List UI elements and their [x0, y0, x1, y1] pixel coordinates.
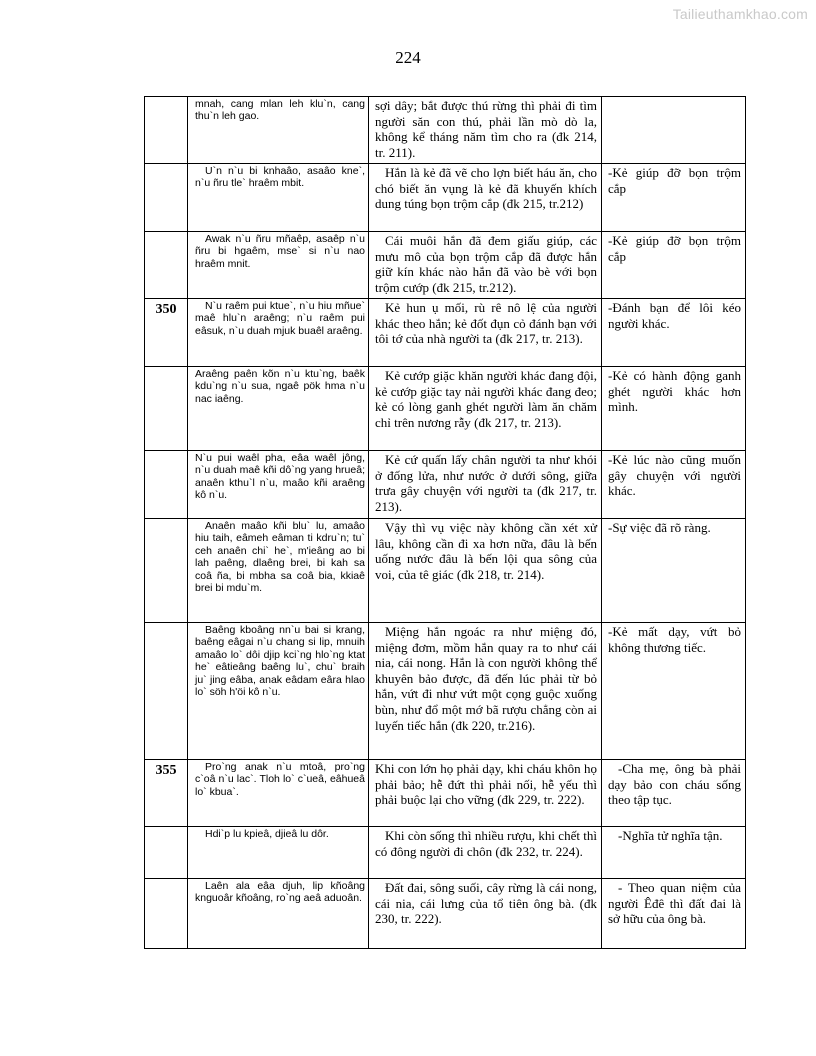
note-cell: -Kẻ giúp đỡ bọn trộm cắp [602, 232, 746, 299]
row-number-cell [145, 232, 188, 299]
ede-text-cell [188, 519, 369, 623]
ede-text-cell [188, 879, 369, 949]
vietnamese-text: Đất đai, sông suối, cây rừng là cái nong, cái nia, cái lưng của tổ tiên ông bà. (đk 230, tr. 222). [375, 880, 597, 927]
ede-text-cell: Araêng paên kõn n`u ktu`ng, baêk kdu`ng n`u sua, ngaê pök hma n`u nac iaêng. [188, 367, 369, 451]
note-cell: -Đánh bạn để lôi kéo người khác. [602, 299, 746, 367]
table-row [145, 827, 746, 879]
table-row [145, 879, 746, 949]
note-cell [602, 879, 746, 949]
page-number: 224 [395, 48, 421, 67]
vietnamese-text: Kẻ cướp giặc khăn người khác đang đội, kẻ cướp giặc tay nải người khác đang đeo; kẻ có lòng ganh ghét người làm ăn chăm chỉ trên nương rẫy (đk 217, tr. 213). [375, 368, 597, 430]
proverb-table [144, 96, 746, 949]
row-number-cell [145, 97, 188, 164]
ede-text: U`n n`u bi knhaâo, asaâo kne`, n`u ñru tle` hraêm mbit. [195, 165, 365, 190]
note-text: - Theo quan niệm của người Êđê thì đất đai là sở hữu của ông bà. [608, 880, 741, 927]
watermark: Tailieuthamkhao.com [672, 6, 808, 22]
ede-text: Anaên maâo kñi blu` lu, amaâo hiu taih, eâmeh eâman ti kdru`n; tu` ceh anaên chi` he`, m'ieâng ao bi lah paêng, dlaêng brei, bi kah sa coâ ña, bi mbha sa coâ bia, kkiaê brei bi mdu`m. [195, 520, 365, 595]
ede-text-cell: mnah, cang mlan leh klu`n, cang thu`n leh gao. [188, 97, 369, 164]
vietnamese-text-cell [369, 879, 602, 949]
vietnamese-text: Khi còn sống thì nhiều rượu, khi chết thì có đông người đi chôn (đk 232, tr. 224). [375, 828, 597, 859]
table-row [145, 164, 746, 232]
vietnamese-text: Hắn là kẻ đã vẽ cho lợn biết háu ăn, cho chó biết ăn vụng là kẻ đã khuyến khích dung túng bọn trộm cắp (đk 215, tr.212) [375, 165, 597, 212]
note-text: -Cha mẹ, ông bà phải dạy bảo con cháu sống theo tập tục. [608, 761, 741, 808]
note-cell [602, 760, 746, 827]
row-number-cell [145, 367, 188, 451]
row-number-cell [145, 879, 188, 949]
vietnamese-text-cell [369, 367, 602, 451]
note-cell: -Kẻ giúp đỡ bọn trộm cắp [602, 164, 746, 232]
note-text: -Nghĩa tử nghĩa tận. [618, 828, 723, 843]
table-row [145, 232, 746, 299]
vietnamese-text-cell [369, 451, 602, 519]
vietnamese-text-cell: sợi dây; bắt được thú rừng thì phải đi tìm người săn con thú, phải lần mò dò la, không kể tháng năm tìm cho ra (đk 214, tr. 211). [369, 97, 602, 164]
table-row [145, 97, 746, 164]
ede-text-cell [188, 760, 369, 827]
vietnamese-text-cell: Khi con lớn họ phải dạy, khi cháu khôn họ phải bảo; hễ đứt thì phải nối, hễ yếu thì phải buộc lại cho vững (đk 229, tr. 222). [369, 760, 602, 827]
ede-text-cell [188, 232, 369, 299]
vietnamese-text-cell [369, 299, 602, 367]
row-number-cell [145, 164, 188, 232]
ede-text: N`u raêm pui ktue`, n`u hiu mñue` maê hlu`n araêng; n`u raêm pui eâsuk, n`u duah mjuk buaêl araêng. [195, 300, 365, 337]
table-row [145, 519, 746, 623]
table-row [145, 367, 746, 451]
ede-text-cell [188, 164, 369, 232]
row-number-cell: 350 [145, 299, 188, 367]
note-cell: -Kẻ lúc nào cũng muốn gây chuyện với người khác. [602, 451, 746, 519]
table-row [145, 623, 746, 760]
note-cell: -Kẻ có hành động ganh ghét người khác hơn mình. [602, 367, 746, 451]
ede-text-cell [188, 623, 369, 760]
vietnamese-text-cell [369, 623, 602, 760]
ede-text: Hdi`p lu kpieâ, djieâ lu dôr. [205, 828, 329, 840]
ede-text: Laên ala eâa djuh, lip kñoâng knguoâr kñoâng, ro`ng aeâ aduoân. [195, 880, 365, 905]
row-number-cell [145, 519, 188, 623]
ede-text-cell [188, 827, 369, 879]
vietnamese-text: Kẻ hun ụ mối, rù rê nô lệ của người khác theo hắn; kẻ đốt đụn cỏ đánh bạn với tôi tớ của nhà người ta (đk 217, tr. 213). [375, 300, 597, 347]
vietnamese-text-cell [369, 827, 602, 879]
ede-text-cell [188, 299, 369, 367]
row-number-cell [145, 451, 188, 519]
table-row [145, 760, 746, 827]
vietnamese-text: Vậy thì vụ việc này không cần xét xử lâu, không cần đi xa hơn nữa, đâu là bến uống nước đâu là bến lội qua sông của voi, của tê giác (đk 218, tr. 214). [375, 520, 597, 582]
vietnamese-text-cell [369, 519, 602, 623]
row-number-cell: 355 [145, 760, 188, 827]
vietnamese-text: Kẻ cứ quấn lấy chân người ta như khói ở đống lửa, như nước ở dưới sông, giữa trưa gây chuyện với người ta (đk 217, tr. 213). [375, 452, 597, 514]
vietnamese-text: Miệng hắn ngoác ra như miệng đó, miệng đơm, mồm hắn quay ra to như cái nia, cái nong. Hắn là con người không thể khuyên bảo được, đã đến lúc phải từ bỏ hắn, vứt đi như vứt một cọng guộc xuống bùn, như đổ một mớ bã rượu chẳng còn ai luyến tiếc hắn (đk 220, tr.216). [375, 624, 597, 733]
note-cell: -Kẻ mất dạy, vứt bỏ không thương tiếc. [602, 623, 746, 760]
row-number-cell [145, 623, 188, 760]
ede-text: Awak n`u ñru mñaêp, asaêp n`u ñru bi hgaêm, mse` si n`u nao hraêm mnit. [195, 233, 365, 270]
ede-text: Baêng kboâng nn`u bai si krang, baêng eâgai n`u chang si lip, mnuih amaâo lo` dôi djip kci`ng hlo`ng ktat he` eâtieâng baêng lu`, chu` braih ju` jing eâba, anak eâdam eâra hlao lo` söh h'öi kô n`u. [195, 624, 365, 699]
table-row [145, 451, 746, 519]
vietnamese-text-cell [369, 232, 602, 299]
note-cell [602, 97, 746, 164]
note-cell: -Sự việc đã rõ ràng. [602, 519, 746, 623]
vietnamese-text: Cái muôi hắn đã đem giấu giúp, các mưu mô của bọn trộm cắp đã được hắn giữ kín khác nào hắn đã vào bè với bọn trộm cướp (đk 215, tr.212). [375, 233, 597, 295]
vietnamese-text-cell [369, 164, 602, 232]
table-row [145, 299, 746, 367]
note-cell [602, 827, 746, 879]
ede-text: Pro`ng anak n`u mtoâ, pro`ng c`oâ n`u lac`. Tloh lo` c`ueâ, eâhueâ lo` kbua`. [195, 761, 365, 798]
row-number-cell [145, 827, 188, 879]
ede-text-cell: N`u pui waêl pha, eâa waêl jông, n`u duah maê kñi dô`ng yang hrueâ; anaên kthu`l n`u, maâo kñi araêng kô n`u. [188, 451, 369, 519]
